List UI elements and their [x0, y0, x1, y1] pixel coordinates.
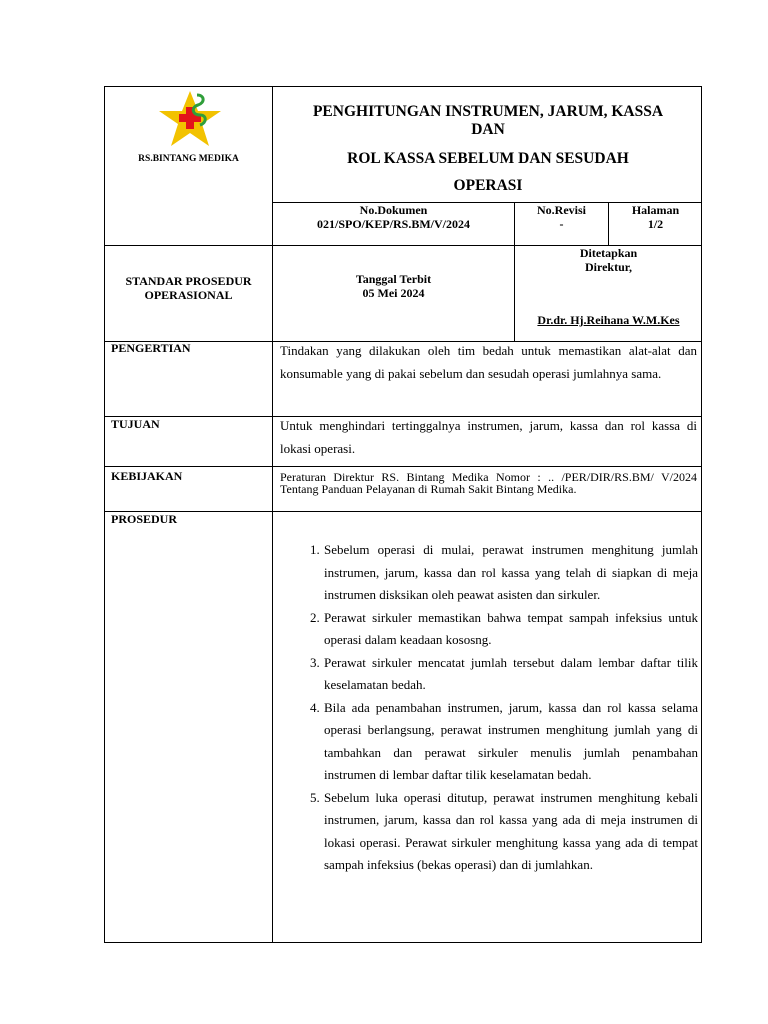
- doc-number-label: No.Dokumen: [359, 203, 428, 217]
- divider: [105, 511, 702, 512]
- document-title-line3: ROL KASSA SEBELUM DAN SESUDAH: [347, 150, 629, 167]
- approved-label: Ditetapkan: [579, 246, 638, 260]
- procedure-step: 4. Bila ada penambahan instrumen, jarum, kassa dan rol kassa selama operasi berlangsung, perawat instrumen menghitung jumlah yang di tambahkan dan perawat sirkuler menulis jumlah penambahan instrumen di lembar daftar tilik keselamatan bedah.: [323, 697, 698, 787]
- hospital-name: RS.BINTANG MEDIKA: [138, 154, 239, 164]
- director-name: Dr.dr. Hj.Reihana W.M.Kes: [537, 313, 680, 327]
- pengertian-label: PENGERTIAN: [111, 341, 191, 355]
- procedure-step: 3. Perawat sirkuler mencatat jumlah tersebut dalam lembar daftar tilik keselamatan bedah.: [323, 652, 698, 697]
- kebijakan-label: KEBIJAKAN: [111, 469, 183, 483]
- document-title-line4: OPERASI: [453, 177, 523, 194]
- procedure-step: 5. Sebelum luka operasi ditutup, perawat instrumen menghitung kebali instrumen, jarum, kassa dan rol kassa yang ada di meja instrumen di lokasi operasi. Perawat sirkuler menghitung kassa yang ada di tempat sampah infeksius (bekas operasi) dan di jumlahkan.: [323, 787, 698, 877]
- procedure-list: [300, 539, 698, 877]
- procedure-step: 2. Perawat sirkuler memastikan bahwa tempat sampah infeksius untuk operasi dalam keadaan kososng.: [323, 607, 698, 652]
- divider: [272, 341, 273, 943]
- procedure-step: 1. Sebelum operasi di mulai, perawat instrumen menghitung jumlah instrumen, jarum, kassa dan rol kassa yang telah di siapkan di meja instrumen disksikan oleh peawat asisten dan sirkuler.: [323, 539, 698, 607]
- sop-label-line1: STANDAR PROSEDUR: [125, 274, 252, 288]
- issue-date-label: Tanggal Terbit: [355, 272, 432, 286]
- prosedur-label: PROSEDUR: [111, 512, 178, 526]
- divider: [105, 466, 702, 467]
- star-cross-logo-icon: [151, 89, 229, 149]
- page-label: Halaman: [631, 203, 680, 217]
- revision-label: No.Revisi: [537, 203, 586, 217]
- pengertian-text: Tindakan yang dilakukan oleh tim bedah untuk memastikan alat-alat dan konsumable yang di pakai sebelum dan sesudah operasi jumlahnya sama.: [280, 343, 697, 381]
- revision-value: -: [559, 217, 564, 231]
- doc-number-value: 021/SPO/KEP/RS.BM/V/2024: [316, 217, 470, 231]
- sop-document: [104, 86, 702, 943]
- document-title-line1: PENGHITUNGAN INSTRUMEN, JARUM, KASSA: [312, 103, 664, 120]
- document-title-line2: DAN: [471, 121, 505, 138]
- issue-date-value: 05 Mei 2024: [362, 286, 425, 300]
- kebijakan-text: Peraturan Direktur RS. Bintang Medika Nomor : .. /PER/DIR/RS.BM/ V/2024 Tentang Panduan Pelayanan di Rumah Sakit Bintang Medika.: [280, 470, 697, 496]
- sop-label-line2: OPERASIONAL: [144, 288, 233, 302]
- page-value: 1/2: [647, 217, 664, 231]
- approved-title: Direktur,: [584, 260, 632, 274]
- tujuan-label: TUJUAN: [111, 417, 160, 431]
- tujuan-text: Untuk menghindari tertinggalnya instrumen, jarum, kassa dan rol kassa di lokasi operasi.: [280, 418, 697, 456]
